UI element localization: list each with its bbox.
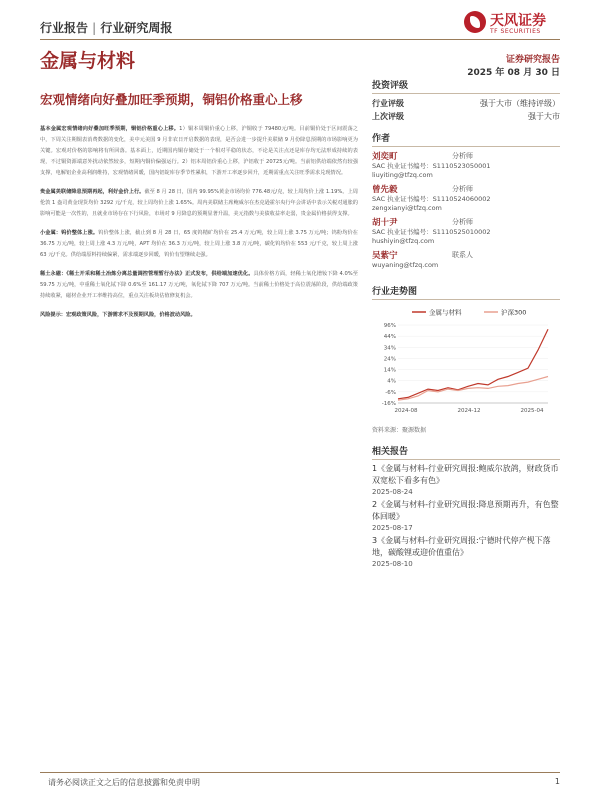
author-name: 曾先毅 (372, 185, 398, 195)
y-tick-label: -6% (385, 389, 396, 396)
breadcrumb (40, 19, 172, 36)
author-cert: SAC 执业证书编号：S1110524060002 (372, 195, 491, 203)
trend-heading: 行业走势图 (372, 284, 560, 300)
author-email[interactable]: zengxianyi@tfzq.com (372, 204, 442, 212)
body-paragraph-minor-metals (40, 228, 358, 261)
breadcrumb-report-series: 行业研究周报 (100, 21, 173, 35)
paragraph-lead: 小金属：钨价整体上涨。 (40, 230, 99, 236)
trend-chart-svg (372, 303, 560, 423)
top-header (40, 10, 560, 40)
page-subtitle: 宏观情绪向好叠加旺季预期，铜铝价格重心上移 (40, 92, 303, 107)
rating-row-previous (372, 110, 560, 123)
body-paragraph-base-metals (40, 124, 358, 179)
risk-note: 风险提示：宏观政策风险，下游需求不及预期风险，价格波动风险。 (40, 312, 196, 318)
sidebar (372, 78, 560, 569)
author-role: 分析师 (452, 218, 473, 226)
rating-key: 行业评级 (372, 99, 404, 108)
y-tick-label: -16% (381, 401, 396, 407)
rating-value: 强于大市 (528, 112, 560, 121)
author-name: 吴紫宁 (372, 251, 398, 261)
author-role: 分析师 (452, 185, 473, 193)
main-body (40, 124, 358, 329)
rating-value: 强于大市（维持评级） (480, 99, 560, 108)
paragraph-lead: 基本金属宏观情绪向好叠加旺季预期，铜铝价格重心上移。 (40, 126, 180, 132)
page-footer (40, 772, 560, 792)
author-email[interactable]: hushiyin@tfzq.com (372, 237, 435, 245)
x-tick-label: 2025-04 (520, 408, 544, 414)
y-tick-label: 44% (383, 334, 396, 341)
related-report-item[interactable] (372, 463, 560, 497)
brand-name: 天风证券 (490, 13, 546, 29)
related-report-date: 2025-08-24 (372, 488, 413, 496)
page-title: 金属与材料 (40, 50, 136, 72)
related-report-date: 2025-08-17 (372, 524, 413, 532)
author-role: 联系人 (452, 251, 473, 259)
y-tick-label: 34% (383, 345, 396, 352)
report-date: 2025 年 08 月 30 日 (467, 68, 560, 78)
chart-source: 资料来源：聚源数据 (372, 427, 427, 434)
author-email[interactable]: liuyiting@tfzq.com (372, 171, 433, 179)
trend-chart (372, 303, 560, 423)
rating-row-current (372, 97, 560, 110)
brand-name-en: TF SECURITIES (490, 28, 541, 35)
rating-heading: 投资评级 (372, 78, 560, 94)
brand-logo (464, 10, 560, 38)
legend-label: 金属与材料 (429, 308, 462, 317)
x-tick-label: 2024-12 (457, 408, 481, 414)
paragraph-text: 截至 8 月 28 日，国内 99.95%黄金市场均价 776.48元/克，较上周均价上涨 1.19%。上周伦敦 1 盎司黄金现货均价 3292 元/千克，较上周均价上涨 1.65%。周内美联储主席鲍威尔在杰克逊霍尔央行年会讲话中表示关税对通胀的影响可能是一次性的，且就业市场存在下行风险，市场对 9 月降息的预期显著升温，美元指数与美债收益率走弱，贵金属价格获得支撑。 (40, 189, 358, 217)
author-cert: SAC 执业证书编号：S1110523050001 (372, 162, 491, 170)
author-entry (372, 183, 560, 213)
paragraph-lead: 稀土永磁：《稀土开采和稀土冶炼分离总量调控管理暂行办法》正式发布，供给端加速优化。 (40, 271, 254, 277)
author-email[interactable]: wuyaning@tfzq.com (372, 261, 439, 269)
y-tick-label: 4% (387, 378, 396, 385)
author-entry (372, 216, 560, 246)
author-name: 刘奕町 (372, 152, 398, 162)
breadcrumb-separator: | (92, 21, 97, 35)
author-cert: SAC 执业证书编号：S1110525010002 (372, 228, 491, 236)
brand-mark-icon (464, 11, 486, 33)
author-name: 胡十尹 (372, 218, 398, 228)
related-heading: 相关报告 (372, 444, 560, 460)
legend-label: 沪深300 (501, 308, 527, 317)
body-paragraph-precious-metals (40, 187, 358, 220)
related-report-title[interactable]: 2《金属与材料-行业研究周报:降息预期再升，有色整体回暖》 (372, 500, 559, 521)
related-report-item[interactable] (372, 535, 560, 569)
author-role: 分析师 (452, 152, 473, 160)
y-tick-label: 24% (383, 356, 396, 363)
body-paragraph-rare-earth (40, 269, 358, 302)
author-entry (372, 249, 560, 270)
series-line (398, 377, 548, 401)
author-entry (372, 150, 560, 180)
paragraph-text: 钨价整体上涨，截止到 8 月 28 日，65 度钨精矿均价在 25.4 万元/吨，较上周上涨 3.75 万元/吨；钨粉均价在 36.75 万元/吨，较上周上涨 4.3 万元/吨，APT 均价在 36.3 万元/吨，较上周上涨 3.8 万元/吨，碳化钨均价在 553 元/千克，较上周上涨 63 元/千克。供给端原料持续偏紧，需求端逐步回暖，钨价有望继续走强。 (40, 230, 358, 258)
authors-heading: 作者 (372, 131, 560, 147)
rating-key: 上次评级 (372, 112, 404, 121)
report-type: 证券研究报告 (505, 55, 560, 65)
breadcrumb-report-kind: 行业报告 (40, 21, 89, 35)
paragraph-text: 具体价格方面，轻稀土氧化镨钕下降 4.0%至 59.75 万元/吨，中重稀土氧化铽下降 0.6%至 161.17 万元/吨，氧化铽下降 707 万元/吨。当前稀土价格处于高位震荡阶段，供给端政策持续收紧，磁材企业开工率维持高位，重点关注板块估值修复机会。 (40, 271, 358, 299)
related-report-title[interactable]: 1《金属与材料-行业研究周报:鲍威尔放鸽，财政货币双宽松下看多有色》 (372, 464, 559, 485)
disclaimer-note: 请务必阅读正文之后的信息披露和免责申明 (48, 778, 200, 787)
y-tick-label: 14% (383, 367, 396, 374)
x-tick-label: 2024-08 (394, 408, 418, 414)
y-tick-label: 96% (383, 323, 396, 329)
page-number: 1 (554, 777, 560, 786)
related-report-item[interactable] (372, 499, 560, 533)
related-report-title[interactable]: 3《金属与材料-行业研究周报:宁德时代停产枧下落地，碳酸锂或迎价值重估》 (372, 536, 551, 557)
related-report-date: 2025-08-10 (372, 560, 413, 568)
body-paragraph-risk (40, 310, 358, 321)
paragraph-text: 1）铜本周铜价重心上移，沪铜收于 79480元/吨。目前铜价处于区间震荡之中，下周关注期铜表消费数据的变化，美中元美国 9 月非农日开启数据的表现，是否会进一步提升美联储 9 月份降息预期的市场影响更为关键。宏观对价格的影响将有所回落。基本面上，近期国内铜存储处于一个相对平稳的状态，不论是关注点还是库存均无法形成持续的表现，不过铜资源端意外扰动依然较多，短期内铜价偏强运行。2）铝本周铝价重心上移，沪铝收于 20725元/吨。当前铝供给端依然有较强支撑，电解铝企业高利润维持，宏观情绪回暖，国内铝锭库存季节性累积，下游开工率逐步回升，近期需重点关注旺季需求兑现情况。 (40, 126, 358, 176)
paragraph-lead: 贵金属美联储降息预期再起，利好金价上行。 (40, 189, 145, 195)
